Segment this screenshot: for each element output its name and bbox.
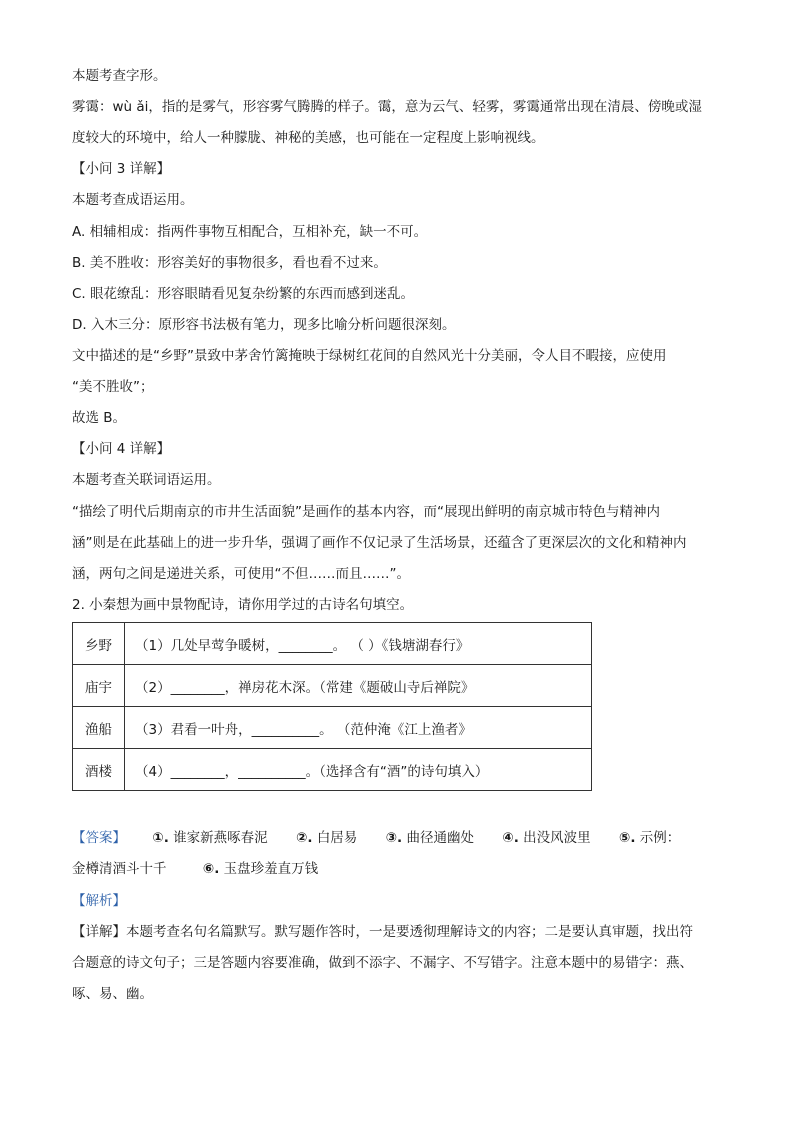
option-c: C. 眼花缭乱：形容眼睛看见复杂纷繁的东西而感到迷乱。 — [72, 286, 415, 302]
table-cell-text: （2）________，禅房花木深。（常建《题破山寺后禅院》 — [125, 665, 592, 707]
section-heading: 【小问 4 详解】 — [72, 441, 171, 457]
paragraph-line: 啄、易、幽。 — [72, 986, 153, 1002]
table-row — [73, 623, 592, 665]
answer-item: 金樽清酒斗十千 — [72, 861, 167, 877]
paragraph-line: 本题考查关联词语运用。 — [72, 472, 221, 488]
answer-item: ②. 白居易 — [295, 830, 358, 846]
table-cell-category: 酒楼 — [73, 749, 125, 791]
paragraph-line: 文中描述的是“乡野”景致中茅舍竹篱掩映于绿树红花间的自然风光十分美丽，令人目不暇接，应使用 — [72, 348, 667, 364]
paragraph-line: 本题考查字形。 — [72, 68, 167, 84]
answer-item: ③. 曲径通幽处 — [385, 830, 474, 846]
table-cell-text: （3）君看一叶舟，__________。 （范仲淹《江上渔者》 — [125, 707, 592, 749]
analysis-label: 【解析】 — [72, 893, 126, 909]
paragraph-line: 涵”则是在此基础上的进一步升华，强调了画作不仅记录了生活场景，还蕴含了更深层次的文化和精神内 — [72, 535, 687, 551]
table-cell-category: 乡野 — [73, 623, 125, 665]
table-row — [73, 665, 592, 707]
table-row — [73, 707, 592, 749]
answer-line: 金樽清酒斗十千 ⑥. 玉盘珍羞直万钱 — [72, 861, 319, 877]
option-d: D. 入木三分：原形容书法极有笔力，现多比喻分析问题很深刻。 — [72, 317, 456, 333]
answer-label: 【答案】 — [72, 830, 126, 846]
paragraph-line: 雾霭：wù ǎi，指的是雾气，形容雾气腾腾的样子。霭，意为云气、轻雾，雾霭通常出现在清晨、傍晚或湿 — [72, 99, 702, 115]
answer-line — [72, 828, 732, 848]
table-row — [73, 749, 592, 791]
paragraph-line: 故选 B。 — [72, 410, 127, 426]
paragraph-line: “描绘了明代后期南京的市井生活面貌”是画作的基本内容，而“展现出鲜明的南京城市特色与精神内 — [72, 504, 660, 520]
section-heading: 【小问 3 详解】 — [72, 161, 171, 177]
table-cell-category: 渔船 — [73, 707, 125, 749]
option-b: B. 美不胜收：形容美好的事物很多，看也看不过来。 — [72, 255, 387, 271]
paragraph-line: 【详解】本题考查名句名篇默写。默写题作答时，一是要透彻理解诗文的内容；二是要认真审题，找出符 — [72, 924, 693, 940]
paragraph-line: “美不胜收”； — [72, 379, 154, 395]
table-cell-text: （4）________，__________。（选择含有“酒”的诗句填入） — [125, 749, 592, 791]
paragraph-line: 涵，两句之间是递进关系，可使用“不但……而且……”。 — [72, 566, 410, 582]
answer-item: 玉盘珍羞直万钱 — [223, 861, 319, 877]
answer-item: ④. 出没风波里 — [502, 830, 591, 846]
answer-item: ①. 谁家新燕啄春泥 — [152, 830, 268, 846]
table-cell-category: 庙宇 — [73, 665, 125, 707]
answer-item: ⑤. 示例： — [618, 830, 681, 846]
poem-table — [72, 622, 592, 791]
paragraph-line: 度较大的环境中，给人一种朦胧、神秘的美感，也可能在一定程度上影响视线。 — [72, 130, 545, 146]
paragraph-line: 合题意的诗文句子；三是答题内容要准确，做到不添字、不漏字、不写错字。注意本题中的易错字：燕、 — [72, 955, 693, 971]
paragraph-line: 本题考查成语运用。 — [72, 192, 194, 208]
table-cell-text: （1）几处早莺争暖树，________。 （ ）《钱塘湖春行》 — [125, 623, 592, 665]
question-title: 2. 小秦想为画中景物配诗，请你用学过的古诗名句填空。 — [72, 597, 414, 613]
option-a: A. 相辅相成：指两件事物互相配合，互相补充，缺一不可。 — [72, 224, 428, 240]
